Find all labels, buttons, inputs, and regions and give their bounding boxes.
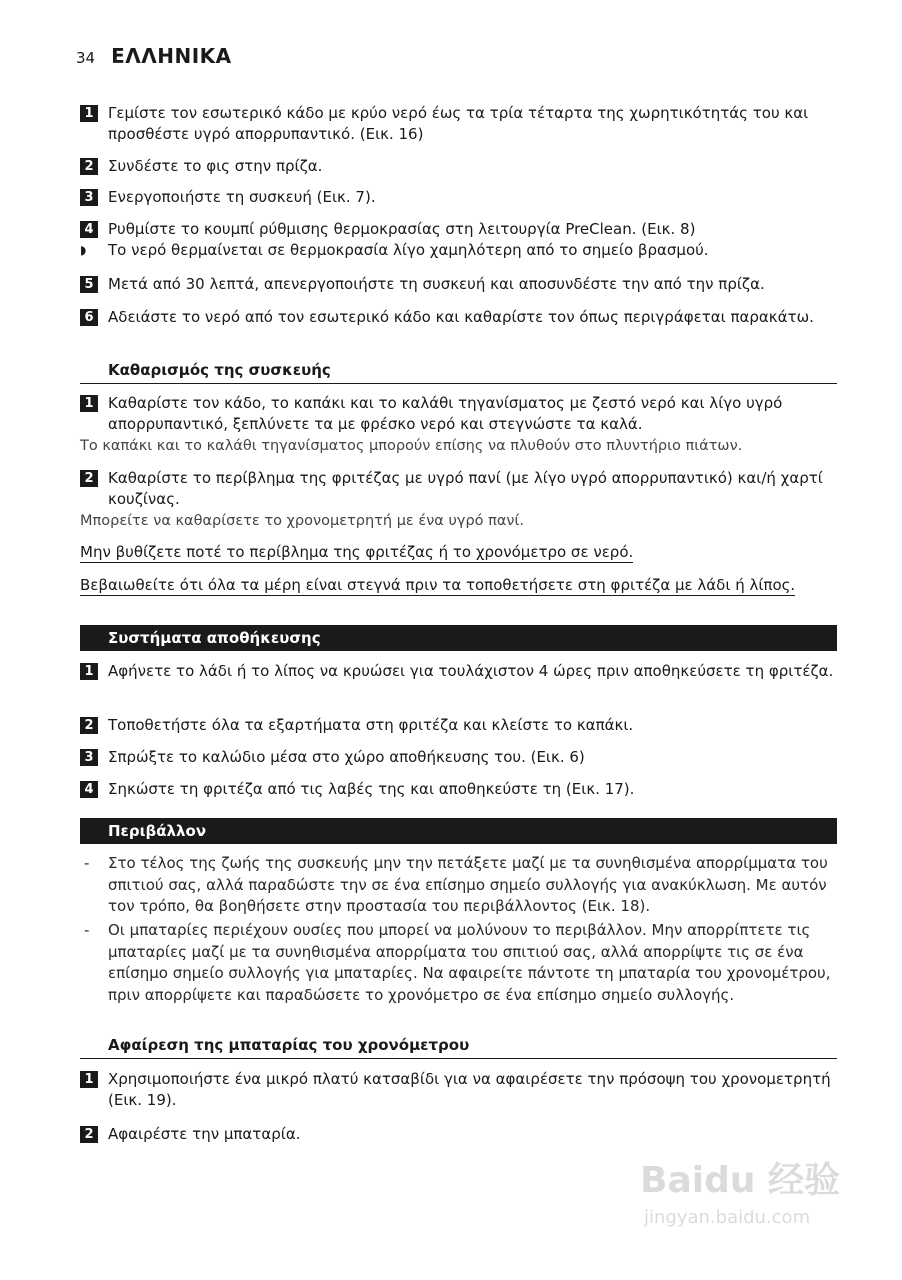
cleaning-step-2 xyxy=(80,468,840,510)
step-text: Σηκώστε τη φριτέζα από τις λαβές της και αποθηκεύστε τη (Εικ. 17). xyxy=(108,780,635,798)
warning-dry-parts xyxy=(80,575,840,596)
step-text: Καθαρίστε τον κάδο, το καπάκι και το καλάθι τηγανίσματος με ζεστό νερό και λίγο υγρό απορρυπαντικό, ξεπλύνετε τα με φρέσκο νερό και στεγνώστε τα καλά. xyxy=(108,394,783,433)
heading-text: Περιβάλλον xyxy=(108,822,207,840)
storage-heading-bar xyxy=(80,625,837,651)
watermark-url: jingyan.baidu.com xyxy=(644,1207,811,1228)
heading-text: Καθαρισμός της συσκευής xyxy=(108,361,331,379)
step-text: Αδειάστε το νερό από τον εσωτερικό κάδο και καθαρίστε τον όπως περιγράφεται παρακάτω. xyxy=(108,308,814,326)
bullet-marker: - xyxy=(84,921,90,939)
step-3 xyxy=(80,187,840,208)
environment-bullet-1 xyxy=(80,853,840,918)
step-text: Συνδέστε το φις στην πρίζα. xyxy=(108,157,323,175)
baidu-watermark xyxy=(640,1152,860,1252)
heading-text: Αφαίρεση της μπαταρίας του χρονόμετρου xyxy=(108,1036,470,1054)
step-number-badge: 1 xyxy=(80,663,98,680)
watermark-logo: Baidu 经验 xyxy=(640,1160,841,1201)
step-number-badge: 2 xyxy=(80,470,98,487)
step-text: Ρυθμίστε το κουμπί ρύθμισης θερμοκρασίας στη λειτουργία PreClean. (Εικ. 8) xyxy=(108,220,696,238)
step-text: Χρησιμοποιήστε ένα μικρό πλατύ κατσαβίδι για να αφαιρέσετε την πρόσοψη του χρονομετρητή (Εικ. 19). xyxy=(108,1070,831,1109)
storage-step-4 xyxy=(80,779,840,800)
page-number: 34 xyxy=(76,49,96,67)
step-5 xyxy=(80,274,840,295)
step-2 xyxy=(80,156,840,177)
bullet-text: Στο τέλος της ζωής της συσκευής μην την πετάξετε μαζί με τα συνηθισμένα απορρίμματα του σπιτιού σας, αλλά παραδώστε την σε ένα επίσημο σημείο συλλογής για ανακύκλωση. Με αυτόν τον τρόπο, θα βοηθήσετε στην προστασία του περιβάλλοντος (Εικ. 18). xyxy=(108,854,828,915)
storage-step-2 xyxy=(80,715,840,736)
environment-heading-bar xyxy=(80,818,837,844)
battery-step-2 xyxy=(80,1124,840,1145)
result-arrow-icon: ◗ xyxy=(80,243,87,257)
environment-bullet-2 xyxy=(80,920,840,1006)
step-text: Σπρώξτε το καλώδιο μέσα στο χώρο αποθήκευσης του. (Εικ. 6) xyxy=(108,748,585,766)
step-number-badge: 1 xyxy=(80,395,98,412)
bullet-text: Οι μπαταρίες περιέχουν ουσίες που μπορεί να μολύνουν το περιβάλλον. Μην απορρίπτετε τις μπαταρίες μαζί με τα συνηθισμένα απορρίματα του σπιτιού σας, αλλά απορρίψτε τις σε ένα επίσημο σημείο συλλογής για μπαταρίες. Να αφαιρείτε πάντοτε τη μπαταρία του χρονομέτρου, πριν απορρίψετε και παραδώσετε το χρονόμετρο σε ένα επίσημο σημείο συλλογής. xyxy=(108,921,831,1004)
bullet-marker: - xyxy=(84,854,90,872)
warning-text: Μην βυθίζετε ποτέ το περίβλημα της φριτέζας ή το χρονόμετρο σε νερό. xyxy=(80,543,634,561)
battery-heading xyxy=(80,1036,837,1059)
step-number-badge: 6 xyxy=(80,309,98,326)
step-text: Καθαρίστε το περίβλημα της φριτέζας με υγρό πανί (με λίγο υγρό απορρυπαντικό) και/ή χαρτί κουζίνας. xyxy=(108,469,823,508)
step-number-badge: 2 xyxy=(80,1126,98,1143)
heading-text: Συστήματα αποθήκευσης xyxy=(108,629,321,647)
step-number-badge: 2 xyxy=(80,717,98,734)
step-number-badge: 1 xyxy=(80,1071,98,1088)
cleaning-heading xyxy=(80,361,837,384)
step-text: Γεμίστε τον εσωτερικό κάδο με κρύο νερό έως τα τρία τέταρτα της χωρητικότητάς του και προσθέστε υγρό απορρυπαντικό. (Εικ. 16) xyxy=(108,104,809,143)
warning-no-immerse xyxy=(80,542,840,563)
note-dishwasher: Το καπάκι και το καλάθι τηγανίσματος μπορούν επίσης να πλυθούν στο πλυντήριο πιάτων. xyxy=(80,438,743,454)
step-text: Αφήνετε το λάδι ή το λίπος να κρυώσει για τουλάχιστον 4 ώρες πριν αποθηκεύσετε τη φριτέζα. xyxy=(108,662,834,680)
step-number-badge: 5 xyxy=(80,276,98,293)
cleaning-step-1 xyxy=(80,393,840,435)
step-number-badge: 2 xyxy=(80,158,98,175)
warning-text: Βεβαιωθείτε ότι όλα τα μέρη είναι στεγνά πριν τα τοποθετήσετε στη φριτέζα με λάδι ή λίπος. xyxy=(80,576,796,594)
step-4 xyxy=(80,219,840,240)
step-4-result xyxy=(80,240,840,261)
step-1 xyxy=(80,103,840,145)
step-number-badge: 1 xyxy=(80,105,98,122)
storage-step-3 xyxy=(80,747,840,768)
step-text: Αφαιρέστε την μπαταρία. xyxy=(108,1125,301,1143)
step-number-badge: 3 xyxy=(80,189,98,206)
page-header xyxy=(76,44,232,68)
battery-step-1 xyxy=(80,1069,840,1111)
page-language-title: ΕΛΛΗΝΙΚΑ xyxy=(111,44,232,68)
step-6 xyxy=(80,307,840,328)
step-number-badge: 3 xyxy=(80,749,98,766)
step-number-badge: 4 xyxy=(80,221,98,238)
result-text: Το νερό θερμαίνεται σε θερμοκρασία λίγο χαμηλότερη από το σημείο βρασμού. xyxy=(108,241,709,259)
storage-step-1 xyxy=(80,661,840,682)
note-timer: Μπορείτε να καθαρίσετε το χρονομετρητή με ένα υγρό πανί. xyxy=(80,513,525,529)
step-text: Μετά από 30 λεπτά, απενεργοποιήστε τη συσκευή και αποσυνδέστε την από την πρίζα. xyxy=(108,275,765,293)
step-number-badge: 4 xyxy=(80,781,98,798)
step-text: Τοποθετήστε όλα τα εξαρτήματα στη φριτέζα και κλείστε το καπάκι. xyxy=(108,716,634,734)
step-text: Ενεργοποιήστε τη συσκευή (Εικ. 7). xyxy=(108,188,376,206)
